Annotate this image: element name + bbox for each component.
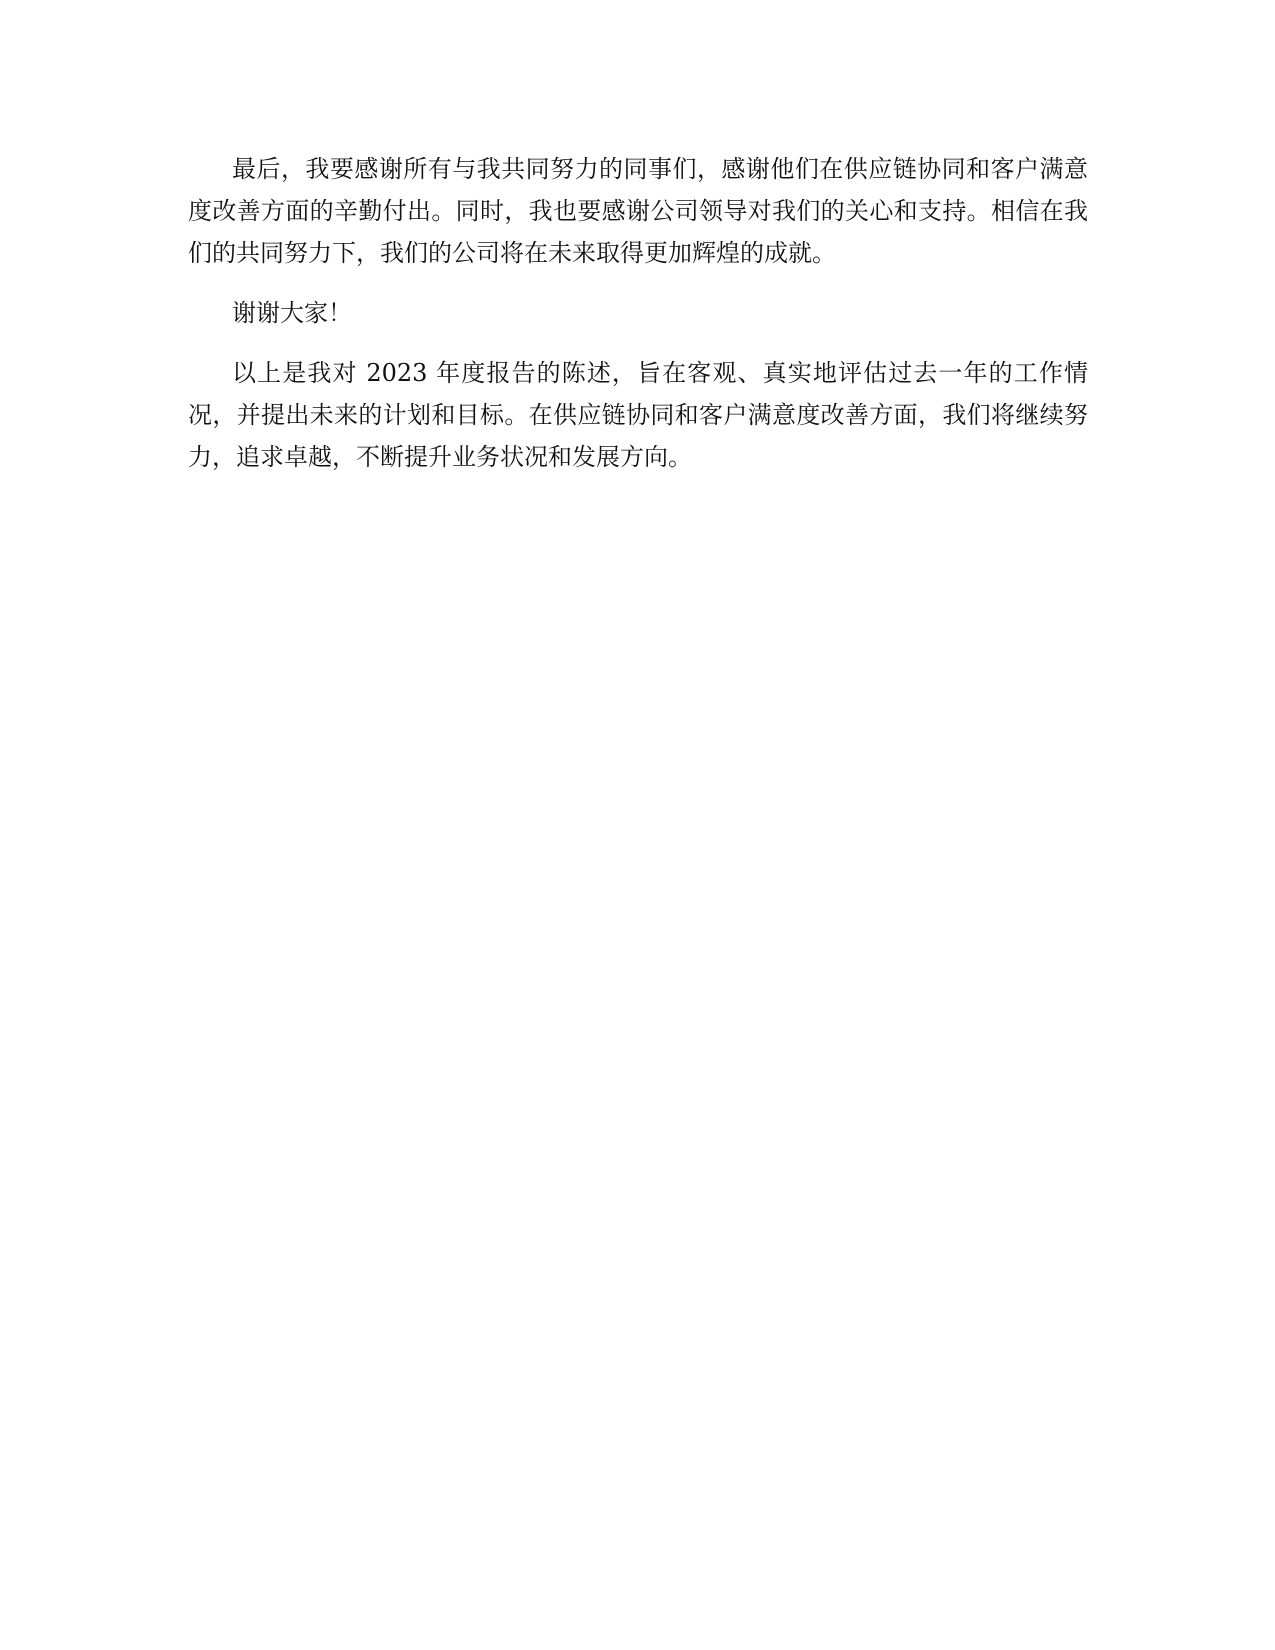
paragraph-summary: 以上是我对 2023 年度报告的陈述，旨在客观、真实地评估过去一年的工作情况，并提出未来的计划和目标。在供应链协同和客户满意度改善方面，我们将继续努力，追求卓越，不断提升业务状况和发展方向。 [188,359,1088,471]
document-body [188,148,1088,496]
paragraph-thank-you: 谢谢大家！ [232,299,352,327]
paragraph-thanks-colleagues: 最后，我要感谢所有与我共同努力的同事们，感谢他们在供应链协同和客户满意度改善方面的辛勤付出。同时，我也要感谢公司领导对我们的关心和支持。相信在我们的共同努力下，我们的公司将在未来取得更加辉煌的成就。 [188,155,1088,267]
